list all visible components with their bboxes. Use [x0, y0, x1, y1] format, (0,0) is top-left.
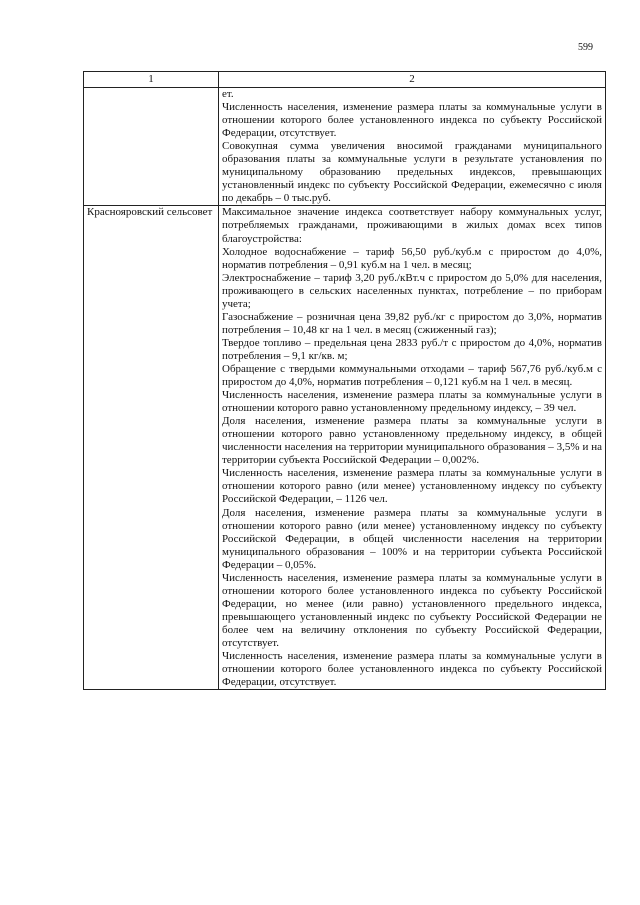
- region-cell: [84, 88, 219, 206]
- paragraph: ет.: [222, 88, 234, 100]
- paragraph: Численность населения, изменение размера платы за коммунальные услуги в отношении которого более установленного индекса по субъекту Российской Федерации, отсутствует.: [222, 101, 602, 140]
- paragraph: Газоснабжение – розничная цена 39,82 руб./кг с приростом до 3,0%, норматив потребления – 10,48 кг на 1 чел. в месяц (сжиженный газ);: [222, 310, 602, 336]
- table-row: [84, 206, 606, 690]
- paragraph: Твердое топливо – предельная цена 2833 руб./т с приростом до 4,0%, норматив потребления – 9,1 кг/кв. м;: [222, 336, 602, 362]
- table-row: [84, 88, 606, 206]
- paragraph: Электроснабжение – тариф 3,20 руб./кВт.ч с приростом до 5,0% для населения, проживающего в сельских населенных пунктах, потребление – по приборам учета;: [222, 271, 602, 310]
- paragraph: Численность населения, изменение размера платы за коммунальные услуги в отношении которого равно (или менее) установленному индексу по субъекту Российской Федерации, – 1126 чел.: [222, 467, 602, 506]
- table-header-row: [84, 72, 606, 88]
- region-cell: Краснояровский сельсовет: [84, 206, 219, 690]
- column-header-1: 1: [84, 72, 219, 88]
- paragraph: Численность населения, изменение размера платы за коммунальные услуги в отношении которого равно установленному предельному индексу, – 39 чел.: [222, 389, 602, 415]
- column-header-2: 2: [219, 72, 606, 88]
- paragraph: Совокупная сумма увеличения вносимой гражданами муниципального образования платы за коммунальные услуги в результате установления по муниципальному образованию предельных индексов, превышающих установленный индекс по субъекту Российской Федерации, ежемесячно с июля по декабрь – 0 тыс.руб.: [222, 140, 602, 205]
- paragraph: Обращение с твердыми коммунальными отходами – тариф 567,76 руб./куб.м с приростом до 4,0%, норматив потребления – 0,121 куб.м на 1 чел. в месяц.: [222, 362, 602, 389]
- paragraph: Доля населения, изменение размера платы за коммунальные услуги в отношении которого равно (или менее) установленному индексу по субъекту Российской Федерации, в общей численности населения на территории муниципального образования – 100% и на территории субъекта Российской Федерации – 0,05%.: [222, 506, 602, 571]
- page-number: 599: [578, 42, 593, 53]
- paragraph: Максимальное значение индекса соответствует набору коммунальных услуг, потребляемых гражданами, проживающими в жилых домах всех типов благоустройства:: [222, 206, 602, 245]
- paragraph: Доля населения, изменение размера платы за коммунальные услуги в отношении которого равно установленному предельному индексу, в общей численности населения на территории муниципального образования – 3,5% и на территории субъекта Российской Федерации – 0,002%.: [222, 415, 602, 467]
- document-table: [83, 71, 606, 690]
- description-cell: [219, 206, 606, 690]
- description-cell: [219, 88, 606, 206]
- paragraph: Численность населения, изменение размера платы за коммунальные услуги в отношении которого более установленного индекса по субъекту Российской Федерации, но менее (или равно) установленного предельного индекса, превышающего установленный индекс по субъекту Российской Федерации не более чем на величину отклонения по субъекту Российской Федерации, отсутствует.: [222, 571, 602, 649]
- paragraph: Холодное водоснабжение – тариф 56,50 руб./куб.м с приростом до 4,0%, норматив потребления – 0,91 куб.м на 1 чел. в месяц;: [222, 245, 602, 271]
- paragraph: Численность населения, изменение размера платы за коммунальные услуги в отношении которого более установленного индекса по субъекту Российской Федерации, отсутствует.: [222, 650, 602, 689]
